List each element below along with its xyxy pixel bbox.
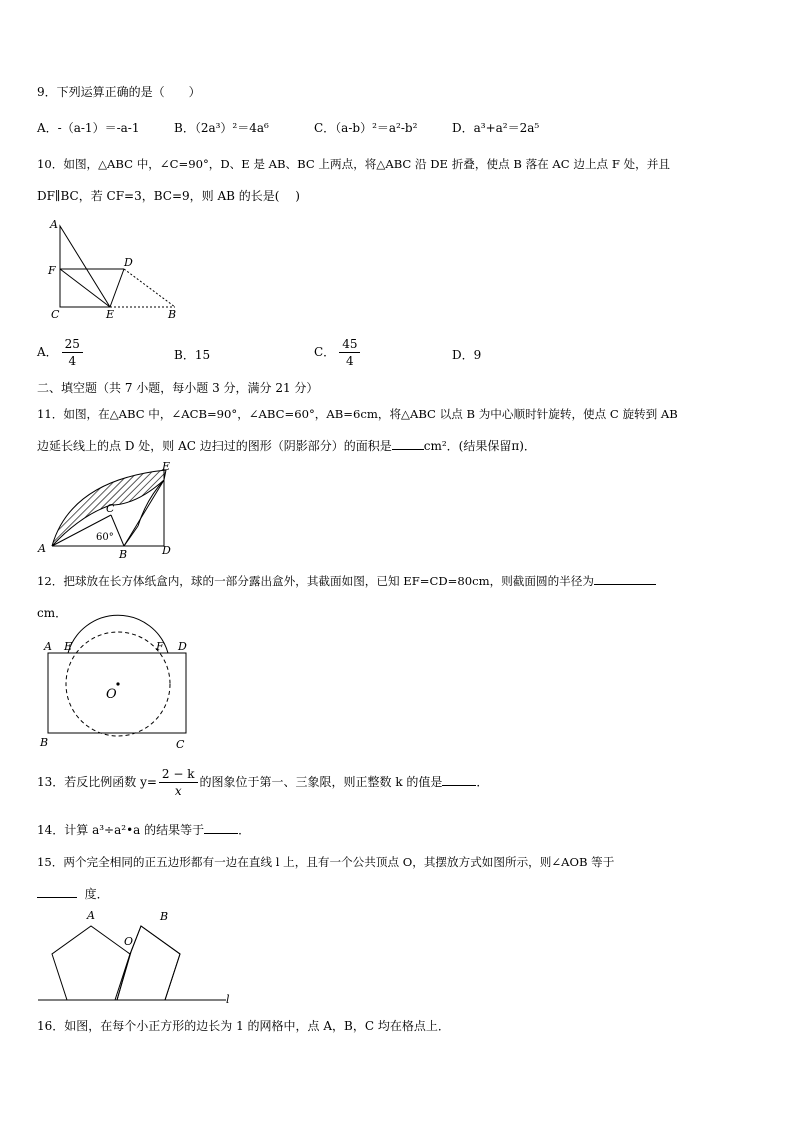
q11-label-c: C (106, 502, 115, 515)
q12-label-b: B (40, 736, 49, 749)
q11-stem-line1: 11．如图，在△ABC 中，∠ACB=90°，∠ABC=60°，AB=6cm，将△ABC 以点 B 为中心顺时针旋转，使点 C 旋转到 AB (37, 407, 678, 421)
q15-stem-line2 (37, 885, 109, 903)
q11-label-d: D (162, 544, 171, 557)
q11-answer-blank (392, 437, 424, 450)
q10-figure (40, 214, 200, 324)
q11-label-angle: 60° (96, 532, 114, 543)
q11-label-e: E (162, 460, 171, 473)
q12-text: 12．把球放在长方体纸盒内，球的一部分露出盒外，其截面如图，已知 EF=CD=80cm，则截面圆的半径为 (37, 574, 594, 588)
q10-option-c-fraction (339, 336, 360, 369)
section-2-heading: 二、填空题（共 7 小题，每小题 3 分，满分 21 分） (37, 381, 319, 395)
q10-label-e: E (106, 308, 115, 321)
q10-option-a (37, 336, 87, 369)
q14-suffix: ． (238, 823, 251, 837)
q11-stem-line2 (37, 437, 536, 455)
q12-label-o: O (106, 687, 117, 702)
q12-figure (38, 632, 208, 752)
q10-option-a-fraction (62, 336, 83, 369)
q12-label-e: E (64, 640, 73, 653)
q10-option-c-den: 4 (346, 354, 354, 368)
q10-label-d: D (124, 256, 133, 269)
q11-label-b: B (119, 548, 128, 561)
q10-option-a-num: 25 (62, 336, 83, 353)
q10-label-a: A (50, 218, 58, 231)
q11-text-b: cm²．(结果保留π)． (423, 439, 536, 453)
q14-stem (37, 821, 250, 839)
q9-option-c: C．（a-b）²＝a²-b² (314, 121, 418, 135)
q10-option-a-prefix: A． (37, 345, 58, 359)
q9-option-a: A．-（a-1）＝-a-1 (37, 121, 140, 135)
q10-option-b: B．15 (174, 348, 211, 362)
q10-option-c (314, 336, 364, 369)
q15-label-l: l (226, 993, 230, 1006)
q15-answer-blank (37, 885, 77, 898)
q11-label-a: A (38, 542, 46, 555)
q10-stem-line1: 10．如图，△ABC 中，∠C=90°，D、E 是 AB、BC 上两点，将△ABC 沿 DE 折叠，使点 B 落在 AC 边上点 F 处，并且 (37, 157, 670, 171)
q9-option-b: B．（2a³）²＝4a⁶ (174, 121, 269, 135)
q11-figure (36, 460, 176, 560)
q10-option-d: D．9 (452, 348, 482, 362)
q13-den: x (174, 784, 182, 798)
q12-label-d: D (178, 640, 187, 653)
q11-text-a: 边延长线上的点 D 处，则 AC 边扫过的图形（阴影部分）的面积是 (37, 439, 392, 453)
q12-label-f: F (156, 640, 164, 653)
q15-label-o: O (124, 935, 134, 948)
q15-figure (36, 906, 246, 1006)
q10-stem-line2: DF∥BC，若 CF=3，BC=9，则 AB 的长是( ) (37, 189, 300, 203)
q13-prefix: 13．若反比例函数 y= (37, 775, 157, 789)
q15-stem-line1: 15．两个完全相同的正五边形都有一边在直线 l 上，且有一个公共顶点 O，其摆放方式如图所示，则∠AOB 等于 (37, 855, 615, 869)
q10-option-c-prefix: C． (314, 345, 336, 359)
q13-suffix-b: ． (476, 775, 489, 789)
q12-answer-blank (594, 572, 656, 585)
q12-label-a: A (44, 640, 52, 653)
q13-answer-blank (442, 773, 476, 786)
q13-suffix-a: 的图象位于第一、三象限，则正整数 k 的值是 (199, 775, 443, 789)
q9-stem: 9．下列运算正确的是（ ） (37, 85, 201, 99)
q15-label-b: B (160, 910, 169, 923)
q16-stem: 16．如图，在每个小正方形的边长为 1 的网格中，点 A，B，C 均在格点上． (37, 1019, 450, 1033)
q13-fraction (159, 766, 198, 799)
q12-stem-line1 (37, 572, 656, 590)
q10-label-c: C (51, 308, 60, 321)
q13-stem (37, 766, 488, 799)
q14-answer-blank (204, 821, 238, 834)
q10-label-f: F (48, 264, 56, 277)
q15-label-a: A (87, 909, 95, 922)
q13-num: 2 − k (159, 766, 198, 783)
q10-option-a-den: 4 (68, 354, 77, 368)
q9-option-d: D．a³+a²＝2a⁵ (452, 121, 540, 135)
q10-label-b: B (168, 308, 177, 321)
q10-option-c-num: 45 (339, 336, 360, 353)
q12-stem-line2: cm． (37, 606, 68, 620)
q14-prefix: 14．计算 a³÷a²•a 的结果等于 (37, 823, 205, 837)
q15-text: 度． (84, 887, 109, 901)
q12-label-c: C (176, 738, 185, 751)
